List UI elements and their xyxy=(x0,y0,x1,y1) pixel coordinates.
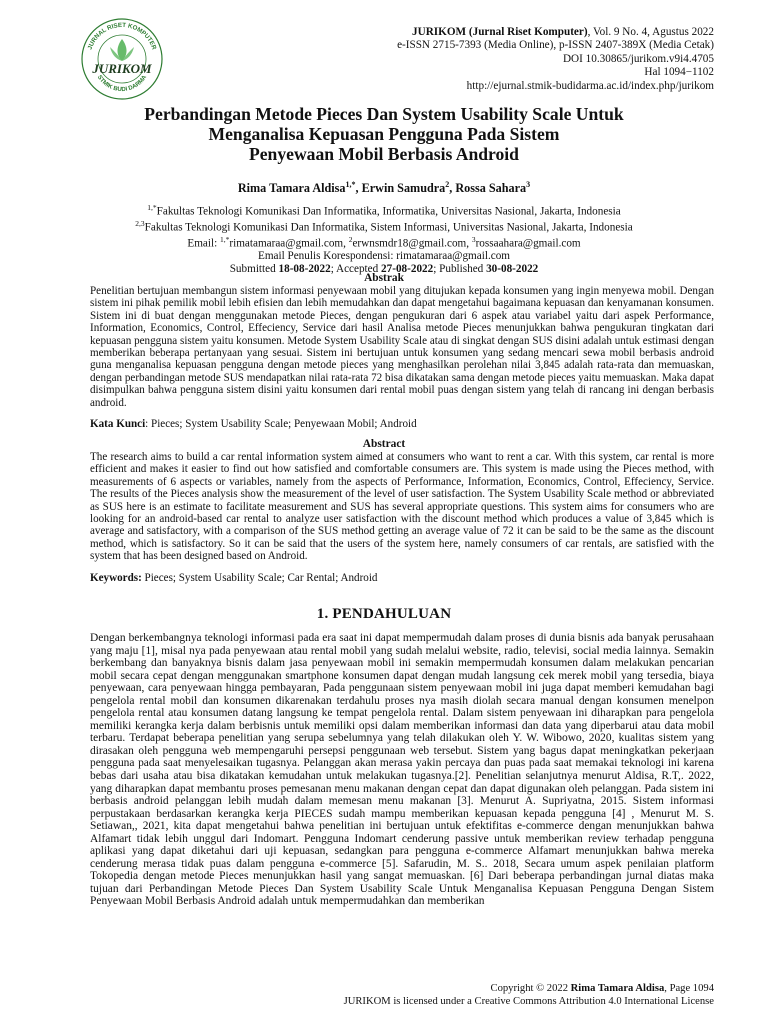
copyright-line xyxy=(344,982,714,995)
affiliation-1-text: Fakultas Teknologi Komunikasi Dan Informatika, Informatika, Universitas Nasional, Jakarta, Indonesia xyxy=(156,205,621,218)
kata-kunci-text: : Pieces; System Usability Scale; Penyewaan Mobil; Android xyxy=(145,418,417,430)
journal-doi: DOI 10.30865/jurikom.v9i4.4705 xyxy=(562,52,714,65)
logo-arc-bottom: STMIK BUDI DARMA xyxy=(95,74,149,94)
affiliation-2-text: Fakultas Teknologi Komunikasi Dan Informatika, Sistem Informasi, Universitas Nasional, Jakarta, Indonesia xyxy=(144,221,633,234)
corresponding-email: Email Penulis Korespondensi: rimatamaraa@gmail.com xyxy=(257,250,510,263)
author-list xyxy=(0,180,768,196)
kata-kunci-label: Kata Kunci xyxy=(90,418,146,430)
abstrak-heading: Abstrak xyxy=(364,272,404,284)
keywords xyxy=(90,572,714,584)
page-number: , Page 1094 xyxy=(664,983,714,994)
abstract-heading: Abstract xyxy=(362,438,406,450)
email-1-sup: 1,* xyxy=(220,235,230,245)
title-line-3: Penyewaan Mobil Berbasis Android xyxy=(249,144,519,164)
email-label: Email: xyxy=(187,238,220,251)
affiliation-2 xyxy=(0,218,768,234)
journal-pages: Hal 1094−1102 xyxy=(644,66,714,79)
submitted-date: 18-08-2022 xyxy=(278,262,331,275)
author-3-sup: 3 xyxy=(526,180,531,189)
affiliations xyxy=(0,202,768,275)
accepted-label: ; Accepted xyxy=(330,262,382,275)
email-1[interactable]: rimatamaraa@gmail.com, xyxy=(229,238,349,251)
author-3: Rossa Sahara xyxy=(455,181,527,196)
abstrak-text: Penelitian bertujuan membangun sistem informasi penyewaan mobil yang ditujukan kepada konsumen yang ingin menyewa mobil. Dengan sistem ini pihak pemilik mobil lebih efisien dan lebih memudahkan dan dapat mengetahui bagaimana kepuasan dan kenyamanan konsumen. Sistem ini di buat dengan menggunakan metode Pieces, dengan pengukuran dari 6 aspek atau variabel yaitu dari aspek Performance, Information, Economics, Control, Effeciency, Service dari hasil Analisa metode Pieces menunjukkan bahwa pengukuran tingkatan dari kepuasan pengguna sistem yaitu konsumen. Metode System Usability Scale atau di singkat dengan SUS disini adalah untuk estimasi dengan memberikan beberapa pertanyaan yang sesuai. Sistem ini bertujuan untuk konsumen yang sedang mencari sewa mobil berbasis android guna menganalisa kepuasan pengguna dengan metode pieces yang menghasilkan perolehan nilai 3,845 adalah rata-rata dan memuaskan, dengan perbandingan metode SUS mendapatkan nilai rata-rata 72 bisa dikatakan sama dengan metode pieces yaitu memuaskan. Maka dapat disimpulkan bahwa pengguna sistem disini yaitu konsumen dari rental mobil puas dengan sistem yang telah di rancang ini dengan berbasis android. xyxy=(90,285,714,409)
copyright-author: Rima Tamara Aldisa xyxy=(570,983,665,994)
journal-issn: e-ISSN 2715-7393 (Media Online), p-ISSN 2407-389X (Media Cetak) xyxy=(397,39,714,52)
kata-kunci xyxy=(90,418,714,430)
email-2[interactable]: erwnsmdr18@gmail.com, xyxy=(352,238,472,251)
journal-name-line xyxy=(397,26,714,39)
section-heading: 1. PENDAHULUAN xyxy=(316,606,452,622)
journal-header xyxy=(397,26,714,93)
logo-wordmark: JURIKOM xyxy=(92,61,152,76)
jurikom-logo xyxy=(80,17,164,101)
accepted-date: 27-08-2022 xyxy=(381,262,434,275)
published-label: ; Published xyxy=(433,262,487,275)
affiliation-1 xyxy=(0,202,768,218)
title-line-2: Menganalisa Kepuasan Pengguna Pada Sistem xyxy=(208,124,560,144)
title-line-1: Perbandingan Metode Pieces Dan System Usability Scale Untuk xyxy=(144,104,624,124)
affiliation-2-sup: 2,3 xyxy=(135,219,145,229)
abstract-text: The research aims to build a car rental information system aimed at consumers who want to rent a car. With this system, car rental is more efficient and makes it easier to find out how satisfied and comfortable consumers are. This system is made using the Pieces method, with measurements of 6 aspects or variables, namely from the aspects of Performance, Information, Economics, Control, Effeciency, Service. The results of the Pieces analysis show the measurement of the level of user satisfaction. The System Usability Scale method or abbreviated as SUS here is an estimate to facilitate measurement and SUS has several appropriate questions. This system aims for consumers who are looking for an android-based car rental to analyze user satisfaction with the discount method which produces a value of 3,845 which is average and satisfactory, with a comparison of the SUS method getting an average value of 72 it can be said to be the same as the discount method, which is satisfactory. So it can be said that the users of the system here, namely consumers of car rentals, are satisfied with the system that has been designed based on Android. xyxy=(90,451,714,563)
email-line xyxy=(0,234,768,250)
svg-text:STMIK BUDI DARMA xyxy=(96,74,149,93)
copyright-prefix: Copyright © 2022 xyxy=(490,983,571,994)
paper-title xyxy=(90,104,678,164)
author-sep: , xyxy=(355,181,362,196)
email-3-sup: 3 xyxy=(471,235,476,245)
journal-name: JURIKOM (Jurnal Riset Komputer) xyxy=(412,26,588,38)
affiliation-1-sup: 1,* xyxy=(147,203,157,212)
logo-arc-top: JURNAL RISET KOMPUTER xyxy=(86,21,158,51)
keywords-text: Pieces; System Usability Scale; Car Rental; Android xyxy=(141,572,378,584)
page-footer xyxy=(344,982,714,1008)
author-1: Rima Tamara Aldisa xyxy=(237,181,346,196)
author-2: Erwin Samudra xyxy=(361,181,446,196)
email-2-sup: 2 xyxy=(348,235,353,245)
section-body: Dengan berkembangnya teknologi informasi pada era saat ini dapat mempermudah dalam proses di dunia bisnis ada banyak perusahaan yang maju [1], misal nya pada penyewaan atau rental mobil yang sudah melalui website, radio, televisi, social media lainnya. Semakin berkembang dan banyaknya bisnis dalam jasa penyewaan mobil ini semakin mempermudah konsumen dalam melakukan pencarian mobil secara cepat dengan menggunakan smartphone konsumen dapat dengan mudah langsung cek merek mobil yang tersedia, biaya penyewaan, cara penyewaan hingga pembayaran, Pada penggunaan sistem penyewaan mobil ini juga dapat memberi kemudahan bagi pengelola rental mobil dan konsumen dikarenakan terdahulu proses nya masih diolah secara manual dengan konsumen menelpon pengelola rental atau konsumen datang langsung ke tempat pengelola rental. Dalam sistem penyewaan ini diharapkan para pengelola memiliki kerangka kerja dalam berbisnis untuk memiliki opsi dalam memberikan informasi dan data yang diperbarui atau data mobil terbaru. Terdapat beberapa penelitian yang serupa sebelumnya yang telah dilakukan oleh Y. W. Wibowo, 2020, kualitas sistem yang dirasakan oleh pengguna web mempengaruhi persepsi penggunaan web tersebut. Sistem yang bagus dapat meningkatkan pekerjaan pengguna pada saat menyelesaikan tugasnya. Pelanggan akan merasa yakin percaya dan puas pada saat memakai teknologi ini karena bebas dari usaha atau bisa dikatakan kemudahan untuk melakukan tugasnya.[2]. Penelitian selanjutnya menurut Aldisa, R.T,. 2022, yang diharapkan dapat membantu proses pemesanan menu makanan dengan cepat dan dapat digunakan oleh pelanggan. Pada sistem ini berbasis android pelanggan lebih mudah dalam memesan menu makanan [3]. Menurut A. Supriyatna, 2015. Sistem informasi perpustakaan berdasarkan kerangka kerja PIECES sudah mampu memberikan kepuasan kepada pengguna [4] , Menurut M. S. Setiawan,, 2021, kita dapat mengetahui bahwa penelitian ini bertujuan untuk efektifitas e-commerce dengan menunjukkan bahwa Alfamart tidak lebih unggul dari Indomart. Pengguna Indomart cenderung passive untuk memberikan review terhadap pengguna aplikasi yang dapat diketahui dari uji kepuasan, sedangkan para pengguna e-commerce Alfamart menunjukkan bahwa mereka cenderung merasa tidak puas dalam pengguna e-commerce [5]. Safarudin, M. S.. 2018, Secara umum aspek penilaian platform Tokopedia dengan metode Pieces menunjukkan hasil yang sangat memuaskan. [6] Dari beberapa perbandingan jurnal diatas maka tujuan dari Perbandingan Metode Pieces Dan System Usability Scale Untuk Menganalisa Kepuasan Pengguna Dengan Sistem Penyewaan Mobil Berbasis Android adalah untuk mempermudahkan dan memberikan xyxy=(90,632,714,908)
journal-volume: , Vol. 9 No. 4, Agustus 2022 xyxy=(587,26,714,38)
license-line[interactable]: JURIKOM is licensed under a Creative Commons Attribution 4.0 International License xyxy=(343,996,714,1008)
email-3[interactable]: rossaahara@gmail.com xyxy=(475,238,581,251)
keywords-label: Keywords: xyxy=(90,572,142,584)
author-2-sup: 2 xyxy=(445,180,450,189)
submitted-label: Submitted xyxy=(229,262,279,275)
author-sep: , xyxy=(449,181,456,196)
journal-url[interactable]: http://ejurnal.stmik-budidarma.ac.id/index.php/jurikom xyxy=(466,79,714,92)
author-1-sup: 1,* xyxy=(345,180,356,189)
published-date: 30-08-2022 xyxy=(486,262,539,275)
